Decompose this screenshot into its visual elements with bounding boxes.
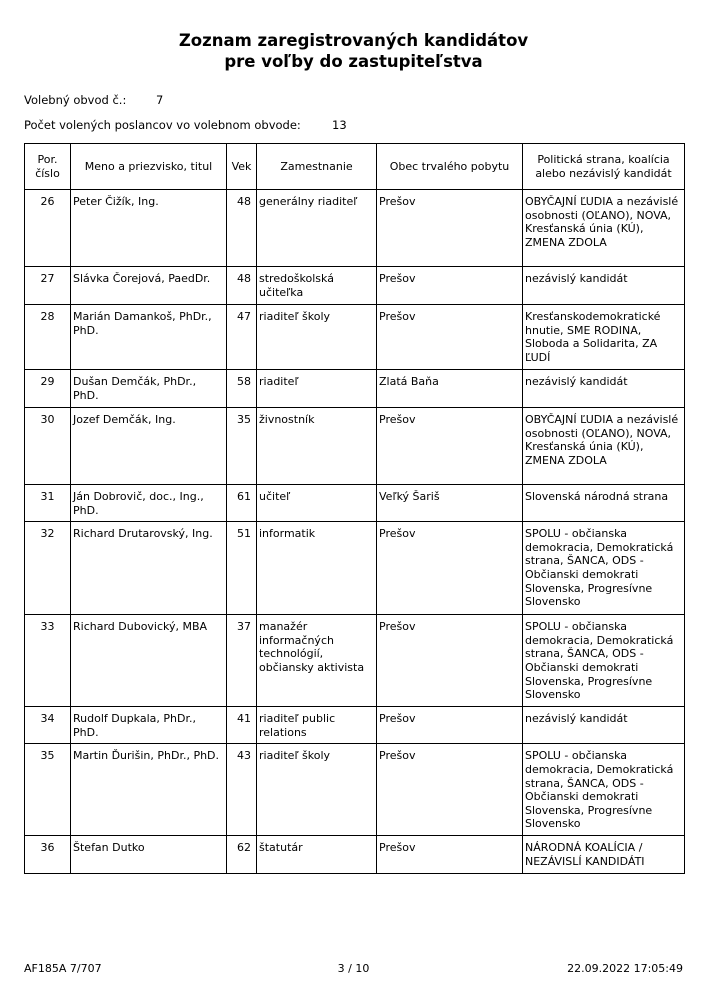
header-party: Politická strana, koalícia alebo nezávislý kandidát	[523, 144, 685, 190]
cell-occupation: učiteľ	[257, 485, 377, 522]
cell-number: 36	[25, 836, 71, 874]
cell-residence: Zlatá Baňa	[377, 370, 523, 408]
cell-name: Rudolf Dupkala, PhDr., PhD.	[71, 707, 227, 744]
cell-party: nezávislý kandidát	[523, 370, 685, 408]
header-town: Obec trvalého pobytu	[377, 144, 523, 190]
cell-occupation: stredoškolská učiteľka	[257, 267, 377, 305]
table-row	[25, 744, 685, 836]
cell-residence: Prešov	[377, 408, 523, 485]
cell-age: 48	[227, 267, 257, 305]
header-name: Meno a priezvisko, titul	[71, 144, 227, 190]
cell-occupation: riaditeľ	[257, 370, 377, 408]
cell-name: Marián Damankoš, PhDr., PhD.	[71, 305, 227, 370]
title-line-1: Zoznam zaregistrovaných kandidátov	[178, 31, 529, 50]
candidates-table	[24, 143, 685, 874]
cell-name: Martin Ďurišin, PhDr., PhD.	[71, 744, 227, 836]
table-row	[25, 370, 685, 408]
seats-row	[24, 118, 347, 132]
table-header-row	[25, 144, 685, 190]
cell-age: 43	[227, 744, 257, 836]
cell-age: 51	[227, 522, 257, 615]
table-row	[25, 615, 685, 707]
cell-residence: Prešov	[377, 707, 523, 744]
table-row	[25, 707, 685, 744]
cell-occupation: riaditeľ školy	[257, 305, 377, 370]
district-value: 7	[156, 93, 164, 107]
cell-party: Kresťanskodemokratické hnutie, SME RODINA, Sloboda a Solidarita, ZA ĽUDÍ	[523, 305, 685, 370]
table-row	[25, 522, 685, 615]
table-row	[25, 267, 685, 305]
header-age: Vek	[227, 144, 257, 190]
cell-name: Jozef Demčák, Ing.	[71, 408, 227, 485]
cell-party: nezávislý kandidát	[523, 267, 685, 305]
table-row	[25, 305, 685, 370]
cell-name: Peter Čižík, Ing.	[71, 190, 227, 267]
table-row	[25, 408, 685, 485]
cell-number: 27	[25, 267, 71, 305]
header-num: Por. číslo	[25, 144, 71, 190]
cell-party: OBYČAJNÍ ĽUDIA a nezávislé osobnosti (OĽANO), NOVA, Kresťanská únia (KÚ), ZMENA ZDOLA	[523, 408, 685, 485]
header-job: Zamestnanie	[257, 144, 377, 190]
seats-label: Počet volených poslancov vo volebnom obvode:	[24, 118, 301, 132]
cell-party: nezávislý kandidát	[523, 707, 685, 744]
cell-name: Richard Drutarovský, Ing.	[71, 522, 227, 615]
cell-party: NÁRODNÁ KOALÍCIA / NEZÁVISLÍ KANDIDÁTI	[523, 836, 685, 874]
district-label: Volebný obvod č.:	[24, 93, 127, 107]
title-line-2: pre voľby do zastupiteľstva	[224, 52, 483, 71]
cell-number: 26	[25, 190, 71, 267]
cell-age: 37	[227, 615, 257, 707]
cell-residence: Prešov	[377, 267, 523, 305]
table-row	[25, 836, 685, 874]
cell-number: 33	[25, 615, 71, 707]
cell-party: OBYČAJNÍ ĽUDIA a nezávislé osobnosti (OĽANO), NOVA, Kresťanská únia (KÚ), ZMENA ZDOLA	[523, 190, 685, 267]
cell-party: SPOLU - občianska demokracia, Demokratická strana, ŠANCA, ODS - Občianski demokrati Slovenska, Progresívne Slovensko	[523, 744, 685, 836]
cell-age: 47	[227, 305, 257, 370]
footer-doc-code: AF185A 7/707	[24, 962, 102, 975]
cell-residence: Prešov	[377, 522, 523, 615]
cell-occupation: informatik	[257, 522, 377, 615]
footer-timestamp: 22.09.2022 17:05:49	[567, 962, 683, 975]
cell-name: Richard Dubovický, MBA	[71, 615, 227, 707]
footer-page-number: 3 / 10	[337, 962, 370, 975]
cell-residence: Prešov	[377, 744, 523, 836]
cell-party: SPOLU - občianska demokracia, Demokratická strana, ŠANCA, ODS - Občianski demokrati Slovenska, Progresívne Slovensko	[523, 522, 685, 615]
cell-age: 58	[227, 370, 257, 408]
cell-age: 48	[227, 190, 257, 267]
cell-occupation: riaditeľ public relations	[257, 707, 377, 744]
cell-name: Štefan Dutko	[71, 836, 227, 874]
cell-age: 61	[227, 485, 257, 522]
cell-name: Slávka Čorejová, PaedDr.	[71, 267, 227, 305]
cell-number: 32	[25, 522, 71, 615]
cell-occupation: živnostník	[257, 408, 377, 485]
seats-value: 13	[332, 118, 347, 132]
cell-residence: Veľký Šariš	[377, 485, 523, 522]
cell-occupation: riaditeľ školy	[257, 744, 377, 836]
cell-occupation: generálny riaditeľ	[257, 190, 377, 267]
cell-residence: Prešov	[377, 836, 523, 874]
document-title	[0, 30, 707, 72]
cell-number: 30	[25, 408, 71, 485]
cell-party: Slovenská národná strana	[523, 485, 685, 522]
cell-residence: Prešov	[377, 305, 523, 370]
district-row	[24, 93, 164, 107]
table-row	[25, 485, 685, 522]
cell-age: 62	[227, 836, 257, 874]
cell-residence: Prešov	[377, 190, 523, 267]
cell-number: 31	[25, 485, 71, 522]
cell-number: 29	[25, 370, 71, 408]
cell-occupation: štatutár	[257, 836, 377, 874]
cell-name: Dušan Demčák, PhDr., PhD.	[71, 370, 227, 408]
cell-residence: Prešov	[377, 615, 523, 707]
cell-age: 41	[227, 707, 257, 744]
cell-name: Ján Dobrovič, doc., Ing., PhD.	[71, 485, 227, 522]
cell-party: SPOLU - občianska demokracia, Demokratická strana, ŠANCA, ODS - Občianski demokrati Slovenska, Progresívne Slovensko	[523, 615, 685, 707]
table-row	[25, 190, 685, 267]
cell-occupation: manažér informačných technológií, občiansky aktivista	[257, 615, 377, 707]
cell-number: 34	[25, 707, 71, 744]
cell-number: 35	[25, 744, 71, 836]
cell-number: 28	[25, 305, 71, 370]
cell-age: 35	[227, 408, 257, 485]
